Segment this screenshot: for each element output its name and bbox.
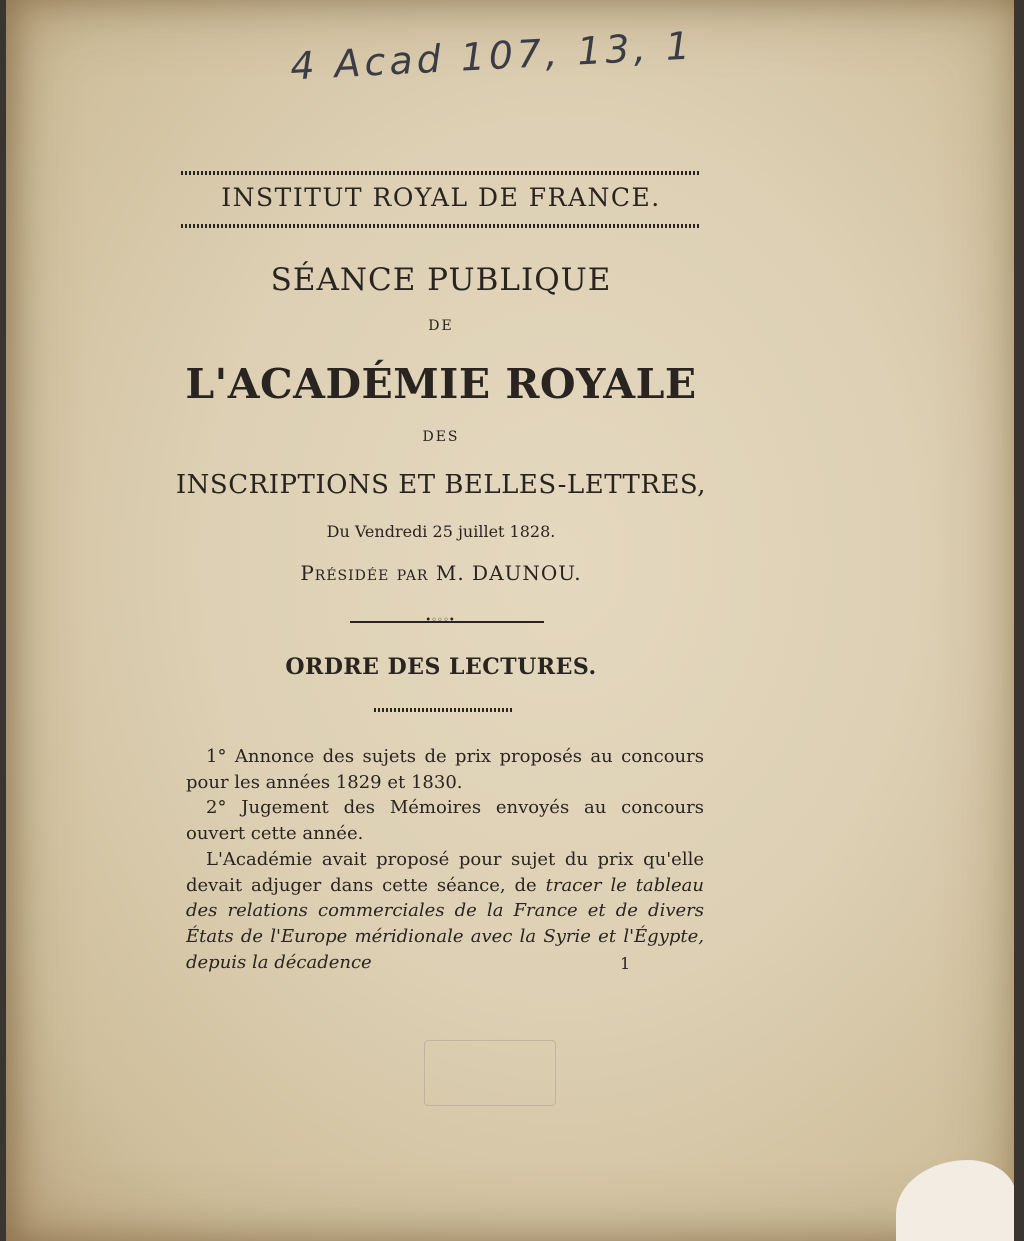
title-line-inscriptions: INSCRIPTIONS ET BELLES-LETTRES, bbox=[175, 470, 707, 500]
reading-item-2: 2° Jugement des Mémoires envoyés au concours ouvert cette année. bbox=[186, 797, 704, 845]
signature-mark: 1 bbox=[620, 954, 631, 973]
title-line-seance: SÉANCE PUBLIQUE bbox=[270, 262, 612, 298]
decorative-rule-bottom bbox=[181, 224, 701, 228]
corner-damage bbox=[896, 1160, 1014, 1241]
title-line-des: DES bbox=[422, 429, 460, 445]
title-line-academie: L'ACADÉMIE ROYALE bbox=[185, 360, 697, 408]
library-stamp bbox=[424, 1040, 556, 1106]
president-name: M. DAUNOU. bbox=[435, 561, 582, 585]
section-title: ORDRE DES LECTURES. bbox=[285, 654, 597, 680]
title-line-de: DE bbox=[428, 318, 454, 334]
ornament-center: •◦◦◦• bbox=[425, 615, 455, 626]
reading-item-1: 1° Annonce des sujets de prix proposés au concours pour les années 1829 et 1830. bbox=[186, 746, 704, 793]
section-divider bbox=[374, 708, 512, 712]
body-text bbox=[186, 744, 704, 975]
paragraph-3-roman: L'Académie avait proposé pour sujet du prix qu'elle devait adjuger dans cette séance, de bbox=[186, 848, 704, 896]
handwritten-shelfmark: 4 Acad 107, 13, 1 bbox=[289, 23, 695, 89]
presided-label: Présidée par bbox=[300, 561, 429, 585]
session-date: Du Vendredi 25 juillet 1828. bbox=[326, 522, 556, 541]
decorative-rule-top bbox=[181, 171, 701, 175]
paragraph-3-italic: tracer le tableau des relations commerciales de la France et de divers États de l'Europe méridionale avec la Syrie et l'Égypte, depuis la décadence bbox=[186, 874, 704, 973]
document-page bbox=[6, 0, 1014, 1241]
presided-by-line bbox=[166, 561, 716, 585]
institution-header: INSTITUT ROYAL DE FRANCE. bbox=[221, 183, 661, 212]
